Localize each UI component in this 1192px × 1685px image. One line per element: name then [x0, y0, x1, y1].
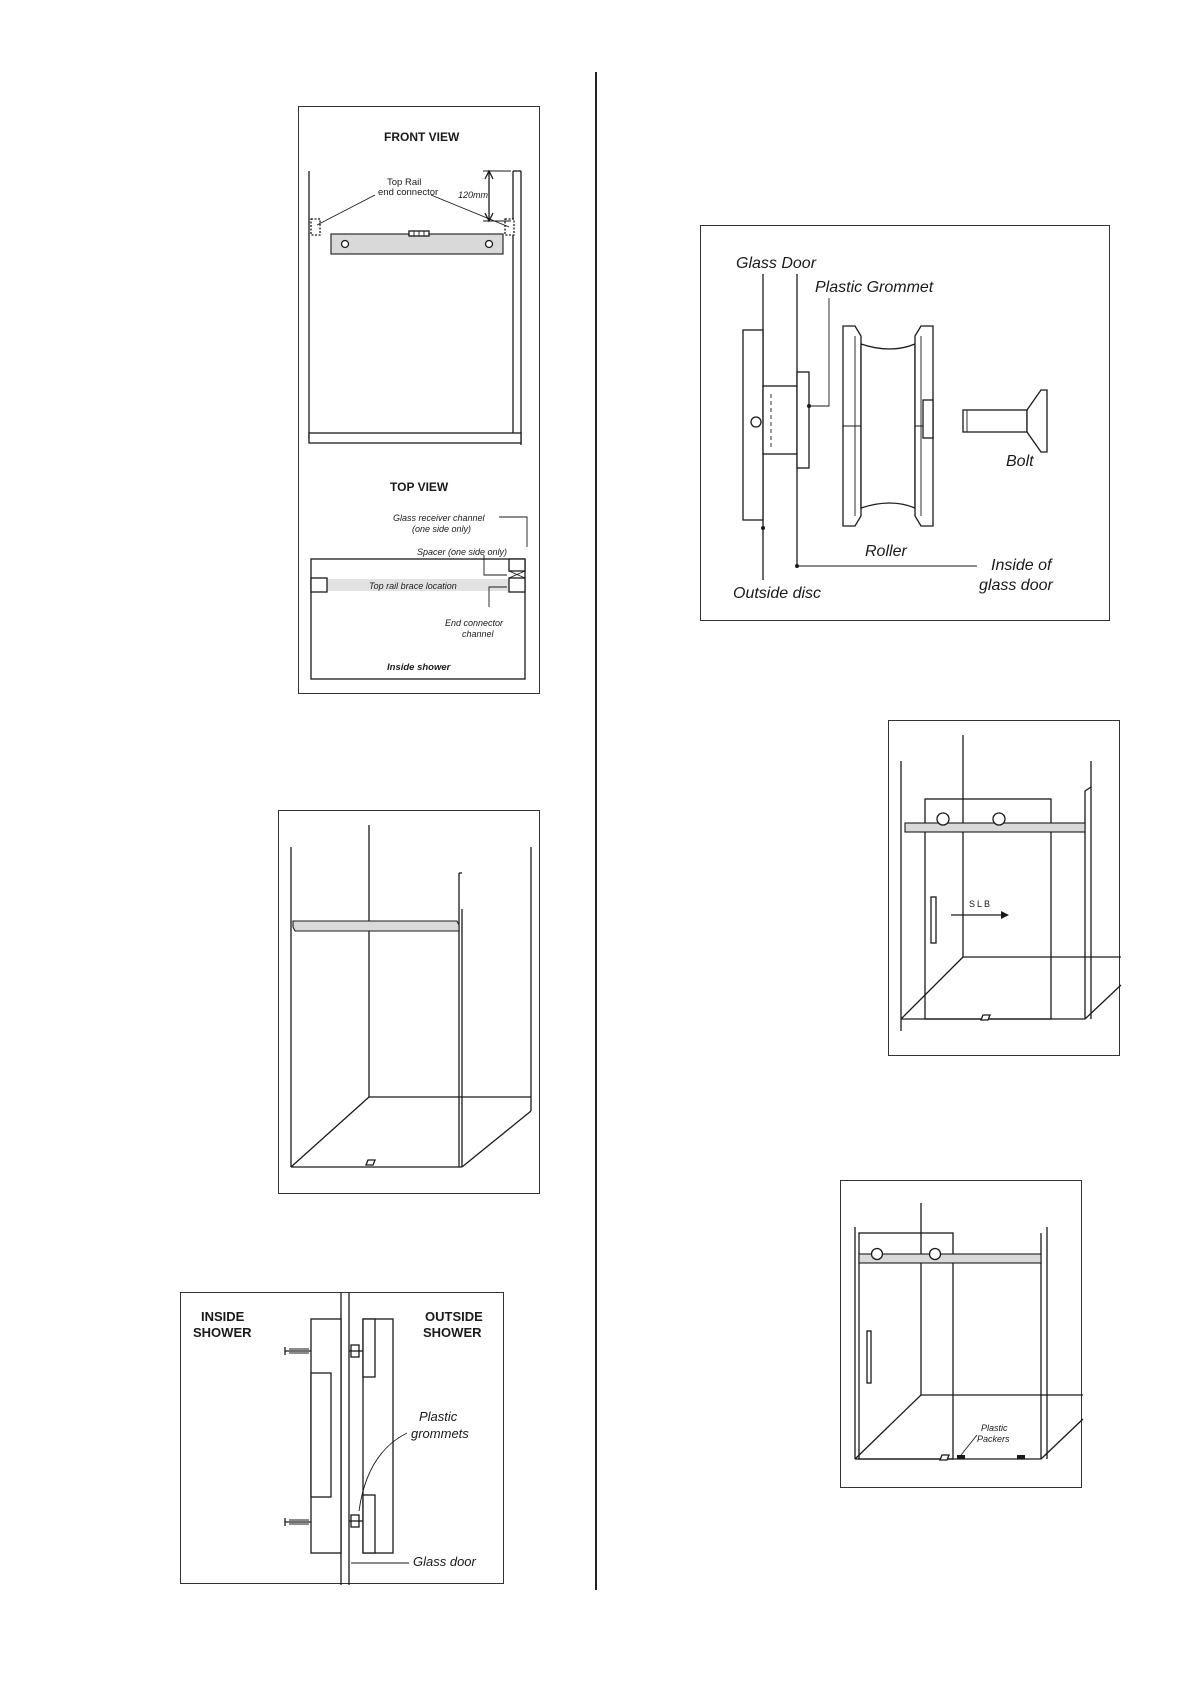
spacer-label: Spacer (one side only) — [417, 547, 508, 557]
glass-receiver-label: Glass receiver channel — [393, 513, 485, 523]
plastic-grommets-label-2: grommets — [411, 1426, 469, 1441]
outside-shower-heading: OUTSIDE — [425, 1309, 483, 1324]
rail-install-drawing — [279, 811, 541, 1195]
door-slide-panel — [888, 720, 1120, 1056]
packer-left — [957, 1455, 965, 1459]
column-divider — [595, 72, 597, 1590]
front-top-view-panel — [298, 106, 540, 694]
end-connector-channel-note: channel — [462, 629, 494, 639]
roller-assembly-drawing — [701, 226, 1111, 622]
glass-door-label: Glass door — [413, 1554, 476, 1569]
glass-door-title: Glass Door — [736, 255, 817, 272]
inside-shower-heading-2: SHOWER — [193, 1325, 252, 1340]
top-view-title: TOP VIEW — [390, 480, 449, 494]
brace-location-label: Top rail brace location — [369, 581, 457, 591]
slb-label: SLB — [969, 899, 993, 909]
inside-of-glass-door-label: Inside of — [991, 557, 1052, 574]
outside-shower-heading-2: SHOWER — [423, 1325, 482, 1340]
door-slide-drawing — [889, 721, 1121, 1057]
bolt-label: Bolt — [1006, 453, 1034, 470]
packers-drawing — [841, 1181, 1083, 1489]
end-connector-label: end connector — [378, 187, 439, 198]
plastic-packers-label: Plastic — [981, 1423, 1008, 1433]
inside-of-glass-door-label-2: glass door — [979, 577, 1053, 594]
front-view-title: FRONT VIEW — [384, 130, 460, 144]
handle-install-panel — [180, 1292, 504, 1584]
dimension-120mm: 120mm — [458, 190, 489, 200]
top-rail-label: Top Rail — [387, 177, 422, 188]
glass-receiver-note: (one side only) — [412, 524, 472, 534]
roller-assembly-panel — [700, 225, 1110, 621]
packer-right — [1017, 1455, 1025, 1459]
handle-install-drawing — [181, 1293, 505, 1585]
inside-shower-heading: INSIDE — [201, 1309, 245, 1324]
roller-label: Roller — [865, 543, 907, 560]
inside-shower-label: Inside shower — [387, 662, 451, 673]
rail-install-panel — [278, 810, 540, 1194]
front-top-view-drawing — [299, 107, 541, 695]
packers-panel — [840, 1180, 1082, 1488]
plastic-grommet-label: Plastic Grommet — [815, 279, 934, 296]
plastic-grommets-label: Plastic — [419, 1409, 458, 1424]
outside-disc-label: Outside disc — [733, 585, 822, 602]
end-connector-channel-label: End connector — [445, 618, 504, 628]
plastic-packers-label-2: Packers — [977, 1434, 1010, 1444]
